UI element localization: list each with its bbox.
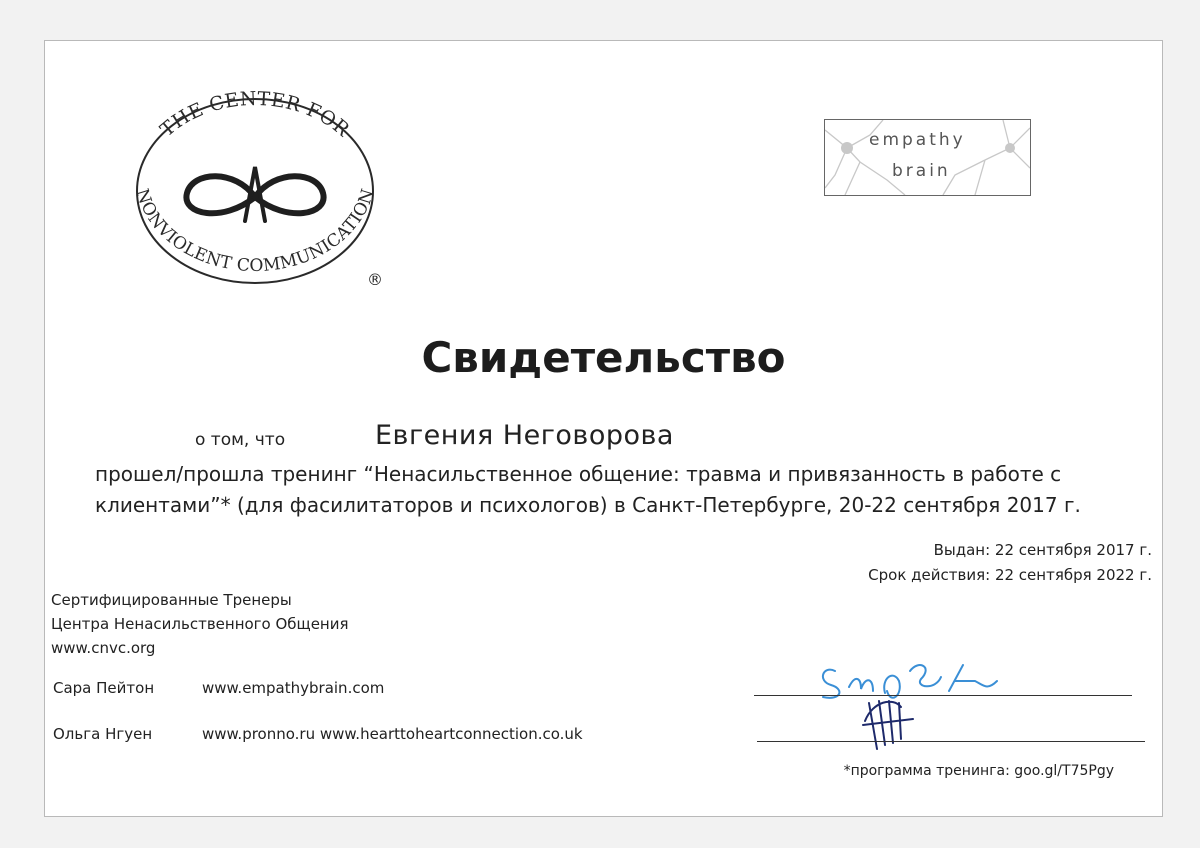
certificate-title: Свидетельство xyxy=(421,333,786,382)
recipient-name: Евгения Неговорова xyxy=(375,420,674,451)
registered-mark: ® xyxy=(367,270,383,289)
intro-text: о том, что xyxy=(195,430,286,450)
certificate-sheet xyxy=(44,40,1163,817)
trainer-urls-2[interactable]: www.pronno.ru www.hearttoheartconnection.co.uk xyxy=(202,725,583,743)
certificate-body: прошел/прошла тренинг “Ненасильственное общение: травма и привязанность в работе с клиентами”* (для фасилитаторов и психологов) в Санкт-Петербурге, 20-22 сентября 2017 г. xyxy=(95,462,1081,517)
signature-line-2 xyxy=(757,741,1145,742)
empathy-brain-word-empathy: empathy xyxy=(869,130,966,150)
training-program-footnote[interactable]: *программа тренинга: goo.gl/T75Pgy xyxy=(843,763,1114,779)
trainer-name-1: Сара Пейтон xyxy=(53,679,155,697)
cnvc-logo-top-text: THE CENTER FOR xyxy=(156,87,354,142)
trainer-name-2: Ольга Нгуен xyxy=(53,725,153,743)
trainers-line-1: Сертифицированные Тренеры xyxy=(51,591,292,609)
signature-2 xyxy=(857,693,927,753)
cnvc-logo-graphic xyxy=(105,79,405,299)
issued-date: Выдан: 22 сентября 2017 г. xyxy=(933,541,1152,559)
cnvc-infinity-emblem xyxy=(186,167,323,221)
trainers-line-2: Центра Ненасильственного Общения xyxy=(51,615,349,633)
cnvc-logo xyxy=(105,79,405,299)
cnvc-logo-bottom-text: NONVIOLENT COMMUNICATION xyxy=(131,186,379,277)
valid-until-date: Срок действия: 22 сентября 2022 г. xyxy=(868,566,1152,584)
signature-line-1 xyxy=(754,695,1132,696)
empathy-brain-logo xyxy=(824,119,1031,196)
empathy-brain-word-brain: brain xyxy=(892,161,951,181)
trainers-heading xyxy=(51,588,349,660)
trainers-website: www.cnvc.org xyxy=(51,639,156,657)
trainer-urls-1[interactable]: www.empathybrain.com xyxy=(202,679,385,697)
